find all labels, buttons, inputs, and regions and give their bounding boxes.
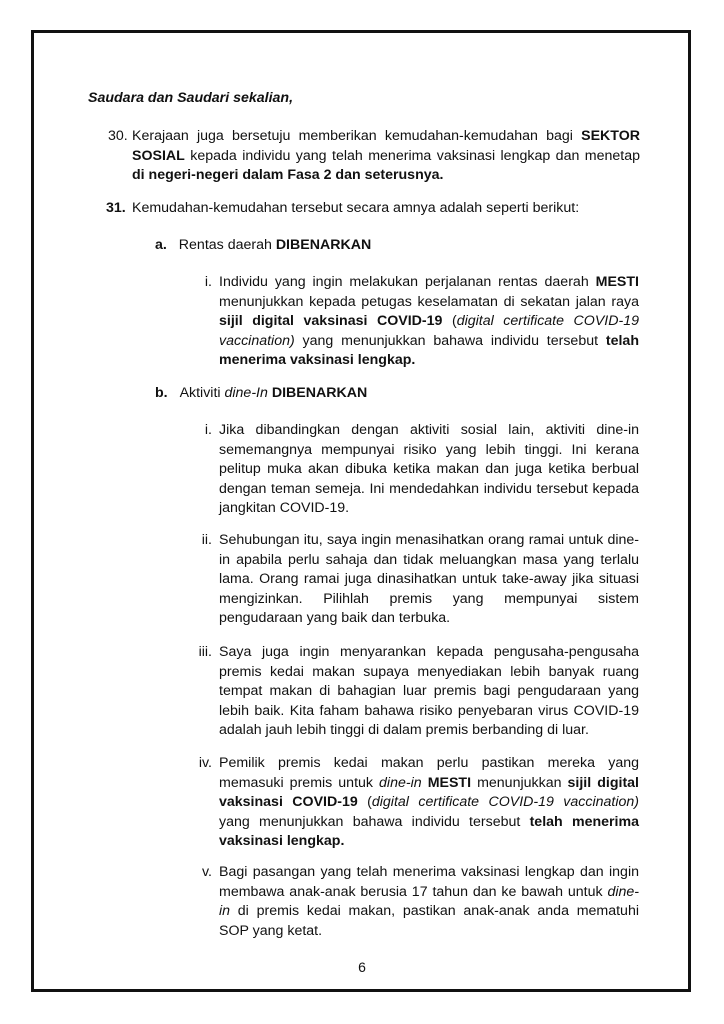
para-30-number: 30. (108, 128, 128, 144)
item-b-i-number: i. (204, 422, 212, 438)
item-b-i: Jika dibandingkan dengan aktiviti sosial lain, aktiviti dine-in sememangnya mempunyai risiko yang lebih tinggi. Ini kerana pelitup muka akan dibuka ketika makan dan juga ketika berbual dengan teman semeja. Ini mendedahkan individu tersebut kepada jangkitan COVID-19. (219, 422, 639, 517)
item-b-v: Bagi pasangan yang telah menerima vaksinasi lengkap dan ingin membawa anak-anak berusia 17 tahun dan ke bawah untuk dine-in di premis kedai makan, pastikan anak-anak anda mematuhi SOP yang ketat. (219, 864, 639, 939)
para-30: Kerajaan juga bersetuju memberikan kemudahan-kemudahan bagi SEKTOR SOSIAL kepada individu yang telah menerima vaksinasi lengkap dan menetap di negeri-negeri dalam Fasa 2 dan seterusnya. (132, 128, 640, 184)
item-a-i: Individu yang ingin melakukan perjalanan rentas daerah MESTI menunjukkan kepada petugas keselamatan di sekatan jalan raya sijil digital vaksinasi COVID-19 (digital certificate COVID-19 vaccination) yang menunjukkan bahawa individu tersebut telah menerima vaksinasi lengkap. (219, 274, 639, 369)
item-b-iii-number: iii. (198, 644, 212, 660)
section-a-heading: a. Rentas daerah DIBENARKAN (155, 237, 372, 253)
item-b-v-number: v. (202, 864, 212, 880)
para-31: Kemudahan-kemudahan tersebut secara amnya adalah seperti berikut: (132, 200, 580, 216)
item-b-ii: Sehubungan itu, saya ingin menasihatkan orang ramai untuk dine-in apabila perlu sahaja dan tidak meluangkan masa yang terlalu lama. Orang ramai juga dinasihatkan untuk take-away jika situasi mengizinkan. Pilihlah premis yang mempunyai sistem pengudaraan yang baik dan terbuka. (219, 532, 639, 627)
item-b-iii: Saya juga ingin menyarankan kepada pengusaha-pengusaha premis kedai makan supaya menyediakan lebih banyak ruang tempat makan di bahagian luar premis bagi pengudaraan yang lebih baik. Kita faham bahawa risiko penyebaran virus COVID-19 adalah jauh lebih tinggi di dalam premis berbanding di luar. (219, 644, 639, 739)
para-31-number: 31. (106, 200, 126, 216)
item-b-iv: Pemilik premis kedai makan perlu pastikan mereka yang memasuki premis untuk dine-in MESTI menunjukkan sijil digital vaksinasi COVID-19 (digital certificate COVID-19 vaccination) yang menunjukkan bahawa individu tersebut telah menerima vaksinasi lengkap. (219, 755, 640, 850)
page-number: 6 (358, 959, 366, 975)
item-b-iv-number: iv. (198, 755, 212, 771)
item-a-i-number: i. (204, 274, 212, 290)
salutation: Saudara dan Saudari sekalian, (88, 90, 294, 106)
item-b-ii-number: ii. (201, 532, 212, 548)
section-b-heading: b. Aktiviti dine-In DIBENARKAN (155, 385, 368, 401)
